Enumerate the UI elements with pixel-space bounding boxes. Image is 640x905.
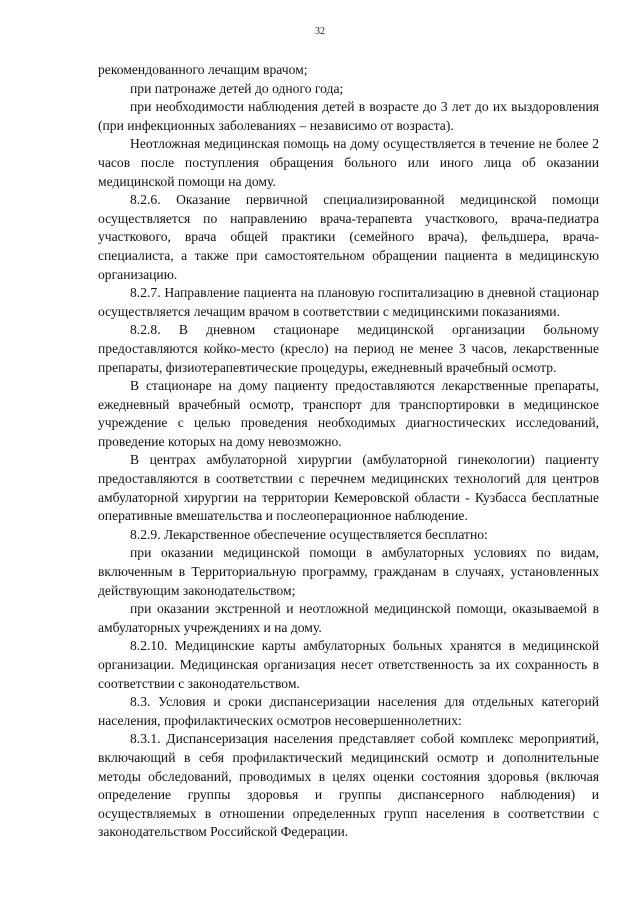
paragraph-8-2-9: 8.2.9. Лекарственное обеспечение осуществляется бесплатно: bbox=[130, 526, 488, 542]
paragraph: при оказании экстренной и неотложной медицинской помощи, оказываемой в амбулаторных учреждениях и на дому. bbox=[98, 601, 599, 635]
paragraph-8-2-10: 8.2.10. Медицинские карты амбулаторных больных хранятся в медицинской организации. Медицинская организация несет ответственность за их сохранность в соответствии с законодательством. bbox=[98, 638, 599, 691]
paragraph: при оказании медицинской помощи в амбулаторных условиях по видам, включенным в Территориальную программу, гражданам в случаях, установленных действующим законодательством; bbox=[98, 545, 599, 598]
document-body bbox=[98, 61, 599, 842]
paragraph: В стационаре на дому пациенту предоставляются лекарственные препараты, ежедневный врачебный осмотр, транспорт для транспортировки в медицинское учреждение с целью проведения необходимых диагностических исследований, проведение которых на дому невозможно. bbox=[98, 378, 599, 449]
paragraph-continuation: рекомендованного лечащим врачом; bbox=[98, 62, 308, 77]
paragraph-8-2-6: 8.2.6. Оказание первичной специализированной медицинской помощи осуществляется по направлению врача-терапевта участкового, врача-педиатра участкового, врача общей практики (семейного врача), фельдшера, врача-специалиста, а также при самостоятельном обращении пациента в медицинскую организацию. bbox=[98, 192, 599, 282]
paragraph-8-3: 8.3. Условия и сроки диспансеризации населения для отдельных категорий населения, профилактических осмотров несовершеннолетних: bbox=[98, 694, 599, 728]
paragraph-8-2-7: 8.2.7. Направление пациента на плановую госпитализацию в дневной стационар осуществляется лечащим врачом в соответствии с медицинскими показаниями. bbox=[98, 285, 599, 319]
paragraph-8-2-8: 8.2.8. В дневном стационаре медицинской организации больному предоставляются койко-место (кресло) на период не менее 3 часов, лекарственные препараты, физиотерапевтические процедуры, ежедневный врачебный осмотр. bbox=[98, 322, 599, 375]
paragraph: В центрах амбулаторной хирургии (амбулаторной гинекологии) пациенту предоставляются в соответствии с перечнем медицинских технологий для центров амбулаторной хирургии на территории Кемеровской области - Кузбасса бесплатные оперативные вмешательства и послеоперационное наблюдение. bbox=[98, 452, 599, 524]
paragraph: Неотложная медицинская помощь на дому осуществляется в течение не более 2 часов после поступления обращения больного или иного лица об оказании медицинской помощи на дому. bbox=[98, 136, 599, 189]
page-number: 32 bbox=[315, 26, 325, 37]
paragraph: при патронаже детей до одного года; bbox=[130, 80, 344, 96]
paragraph: при необходимости наблюдения детей в возрасте до 3 лет до их выздоровления (при инфекционных заболеваниях – независимо от возраста). bbox=[98, 99, 599, 133]
paragraph-8-3-1: 8.3.1. Диспансеризация населения представляет собой комплекс мероприятий, включающий в себя профилактический медицинский осмотр и дополнительные методы обследований, проводимых в целях оценки состояния здоровья (включая определение группы здоровья и группы диспансерного наблюдения) и осуществляемых в отношении определенных групп населения в соответствии с законодательством Российской Федерации. bbox=[98, 731, 599, 840]
